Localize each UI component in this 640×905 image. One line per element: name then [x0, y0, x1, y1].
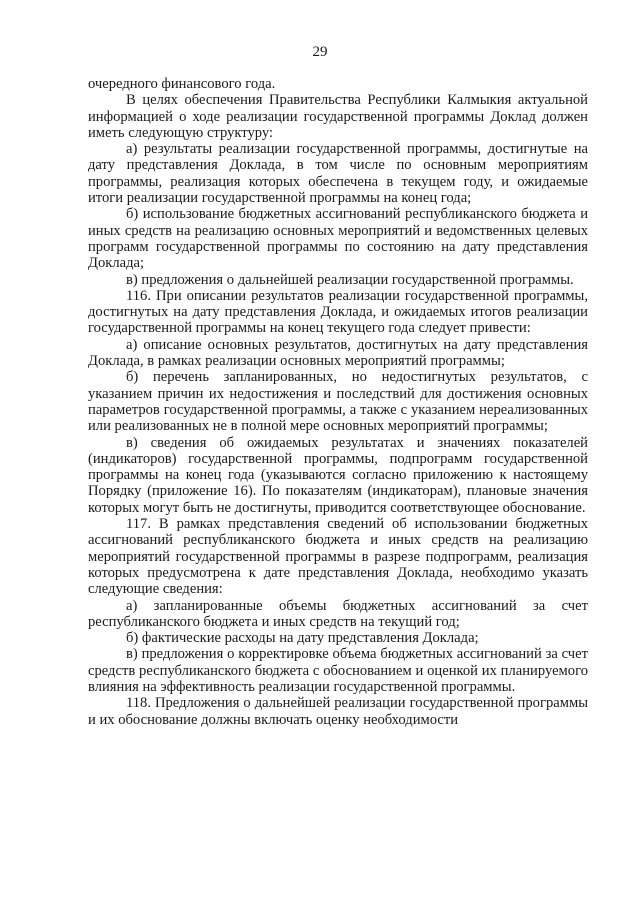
- paragraph-116-item-b: б) перечень запланированных, но недостигнутых результатов, с указанием причин их недостижения и последствий для достижения основных параметров государственной программы, а также с указанием нереализованных или реализованных не в полной мере основных мероприятий программы;: [88, 369, 588, 435]
- paragraph-report-structure-intro: В целях обеспечения Правительства Республики Калмыкия актуальной информацией о ходе реализации государственной программы Доклад должен иметь следующую структуру:: [88, 92, 588, 141]
- paragraph-116-item-a: а) описание основных результатов, достигнутых на дату представления Доклада, в рамках реализации основных мероприятий программы;: [88, 336, 588, 370]
- paragraph-117-item-c: в) предложения о корректировке объема бюджетных ассигнований за счет средств республиканского бюджета с обоснованием и оценкой их планируемого влияния на эффективность реализации государственной программы.: [88, 646, 588, 695]
- paragraph-117-item-a: а) запланированные объемы бюджетных ассигнований за счет республиканского бюджета и иных средств на текущий год;: [88, 597, 588, 630]
- paragraph-section-116: 116. При описании результатов реализации государственной программы, достигнутых на дату представления Доклада, и ожидаемых итогов реализации государственной программы на конец текущего года следует привести:: [88, 287, 588, 337]
- paragraph-section-118: 118. Предложения о дальнейшей реализации государственной программы и их обоснование должны включать оценку необходимости: [88, 695, 588, 728]
- paragraph-continuation: очередного финансового года.: [88, 76, 276, 92]
- paragraph-116-item-c: в) сведения об ожидаемых результатах и значениях показателей (индикаторов) государственной программы, подпрограмм государственной программы на конец года (указываются согласно приложению к настоящему Порядку (приложение 16). По показателям (индикаторам), плановые значения которых могут быть не достигнуты, приводится соответствующее обоснование.: [88, 434, 588, 516]
- paragraph-section-117: 117. В рамках представления сведений об использовании бюджетных ассигнований республиканского бюджета и иных средств на реализацию мероприятий государственной программы в разрезе подпрограмм, реализация которых предусмотрена к дате представления Доклада, необходимо указать следующие сведения:: [88, 516, 588, 598]
- page-number: 29: [312, 44, 328, 60]
- paragraph-item-a-results: а) результаты реализации государственной программы, достигнутые на дату представления Доклада, в том числе по основным мероприятиям программы, реализация которых обеспечена в текущем году, и ожидаемые итоги реализации государственной программы на конец года;: [88, 141, 588, 207]
- paragraph-item-b-budget-use: б) использование бюджетных ассигнований республиканского бюджета и иных средств на реализацию основных мероприятий и ведомственных целевых программ государственной программы по состоянию на дату представления Доклада;: [88, 206, 588, 272]
- paragraph-117-item-b: б) фактические расходы на дату представления Доклада;: [126, 630, 479, 647]
- paragraph-item-c-proposals: в) предложения о дальнейшей реализации государственной программы.: [126, 271, 574, 288]
- document-body: [88, 76, 588, 728]
